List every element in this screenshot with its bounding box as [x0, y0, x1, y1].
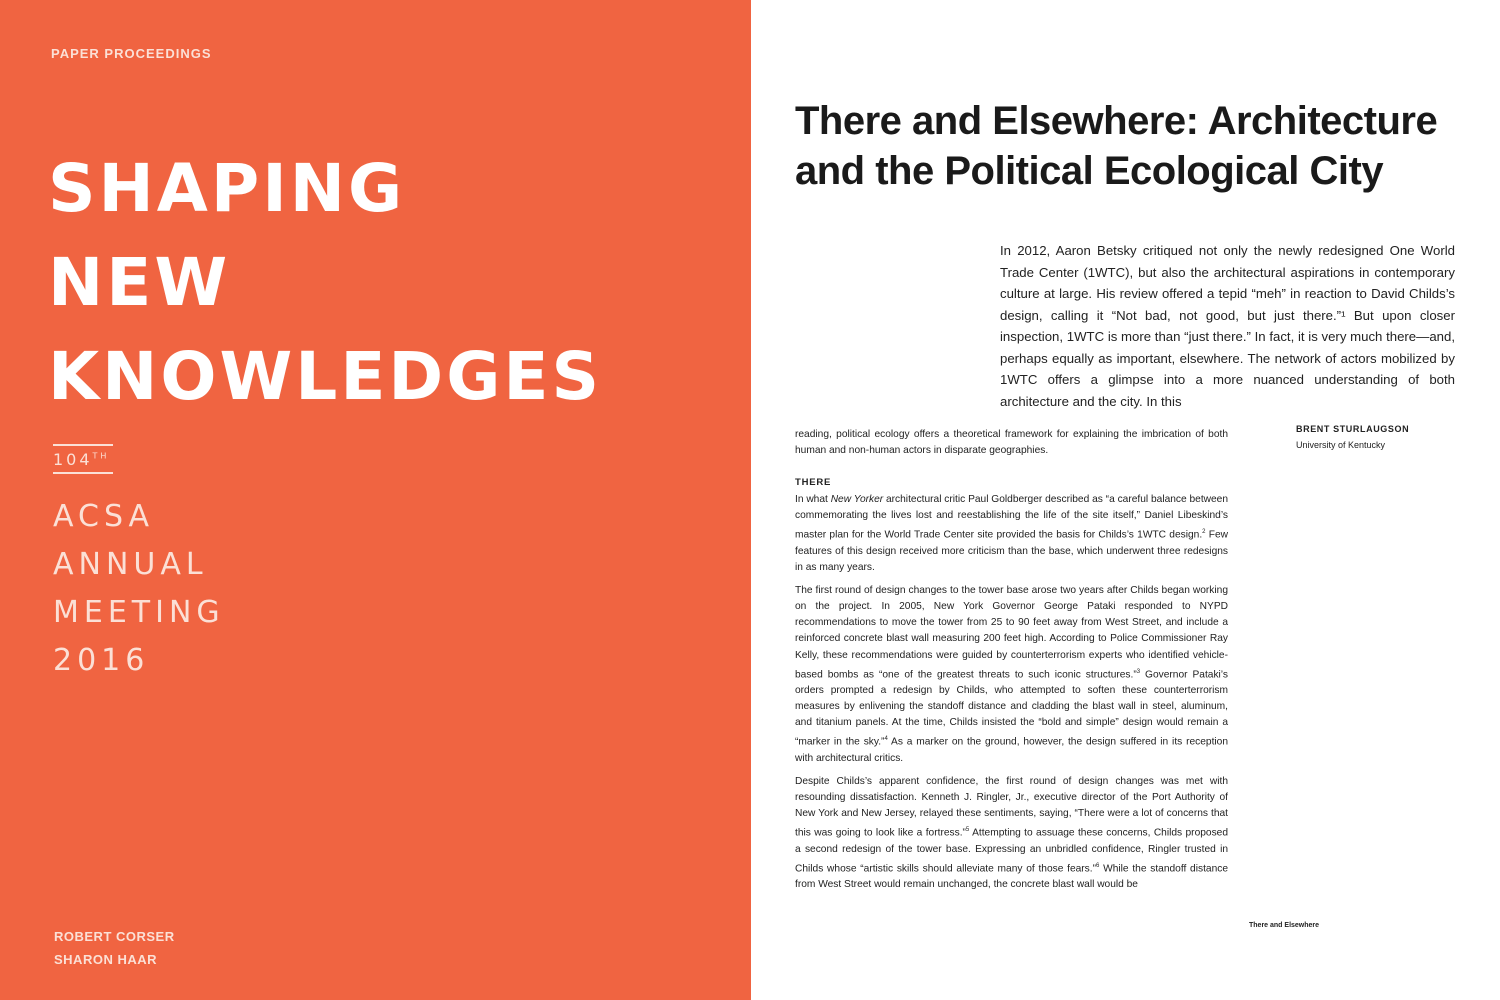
editors	[54, 925, 175, 971]
article-title	[795, 96, 1475, 196]
article-title-line: There and Elsewhere: Architecture	[795, 99, 1438, 143]
meeting-title	[53, 493, 225, 685]
body-paragraph	[795, 583, 1228, 767]
editor-name: ROBERT CORSER	[54, 929, 175, 944]
footnote-ref: 2	[1202, 529, 1206, 536]
magazine-name: New Yorker	[830, 494, 884, 506]
footnote-ref: 4	[884, 736, 888, 743]
text-run: Governor Pataki’s orders prompted a redesign by Childs, who attempted to soften these counterterrorism measures by enlivening the standoff distance and cladding the blast wall in steel, aluminum, and titanium panels. At the time, Childs insisted the “bold and simple” design would remain a “marker in the sky.”	[795, 669, 1228, 748]
text-run: Despite Childs’s apparent confidence, the first round of design changes was met with resounding dissatisfaction. Kenneth J. Ringler, Jr., executive director of the Port Authority of New York and New Jersey, relayed these sentiments, saying, “There were a lot of concerns that this was going to look like a fortress.”	[795, 775, 1228, 839]
text-run: architectural critic Paul Goldberger described as “a careful balance between commemorating the lives lost and reestablishing the life of the site itself,” Daniel Libeskind’s master plan for the World Trade Center site provided the basis for Childs’s 1WTC design.	[795, 494, 1229, 541]
text-run: While the standoff distance from West Street would remain unchanged, the concrete blast wall would be	[795, 863, 1229, 891]
text-run: In what	[795, 494, 831, 506]
cover-title	[48, 142, 602, 424]
text-run: Attempting to assuage these concerns, Childs proposed a second redesign of the tower base. Expressing an unbridled confidence, Ringler trusted in Childs whose “artistic skills should alleviate many of those fears.”	[795, 827, 1228, 875]
body-paragraph	[795, 774, 1228, 893]
body-paragraph	[795, 492, 1228, 576]
edition-number	[53, 444, 113, 474]
running-footer: There and Elsewhere	[1249, 922, 1320, 929]
footnote-ref: 5	[965, 827, 970, 834]
meeting-line: 2016	[53, 643, 150, 678]
meeting-line: MEETING	[53, 595, 225, 630]
editor-name: SHARON HAAR	[54, 952, 157, 967]
text-run: As a marker on the ground, however, the design suffered in its reception with architectural critics.	[795, 736, 1228, 764]
cover-title-line: NEW	[48, 244, 231, 321]
footnote-ref: 6	[1096, 862, 1100, 869]
edition-suffix: TH	[92, 451, 110, 461]
author-affiliation: University of Kentucky	[1296, 440, 1386, 450]
meeting-line: ANNUAL	[53, 547, 208, 582]
article-title-line: and the Political Ecological City	[795, 149, 1384, 193]
text-run: The first round of design changes to the tower base arose two years after Childs began working on the project. In 2005, New York Governor George Pataki responded to NYPD recommendations to move the tower from 25 to 90 feet away from West Street, and include a reinforced concrete blast wall measuring 200 feet high. According to Police Commissioner Ray Kelly, these recommendations were guided by counterterrorism experts who identified vehicle-based bombs as “one of the greatest threats to such iconic structures.”	[795, 585, 1228, 680]
footnote-ref: 3	[1136, 668, 1141, 675]
text-run: Few features of this design received more criticism than the base, which underwent three redesigns in as many years.	[795, 529, 1229, 574]
edition-value: 104	[53, 450, 93, 469]
article-page	[751, 0, 1500, 1000]
author-name: BRENT STURLAUGSON	[1296, 424, 1410, 434]
proceedings-label: PAPER PROCEEDINGS	[51, 46, 212, 61]
lead-paragraph: In 2012, Aaron Betsky critiqued not only the newly redesigned One World Trade Center (1WTC), but also the architectural aspirations in contemporary culture at large. His review offered a tepid “meh” in reaction to David Childs’s design, calling it “Not bad, not good, but just there.”¹ But upon closer inspection, 1WTC is more than “just there.” In fact, it is very much there—and, perhaps equally as important, elsewhere. The network of actors mobilized by 1WTC offers a glimpse into a more nuanced understanding of both architecture and the city. In this	[1000, 243, 1455, 409]
meeting-line: ACSA	[53, 499, 155, 534]
cover-title-line: KNOWLEDGES	[48, 338, 603, 415]
intro-continuation: reading, political ecology offers a theoretical framework for explaining the imbrication of both human and non-human actors in disparate geographies.	[795, 429, 1228, 457]
section-heading: THERE	[795, 477, 832, 489]
cover-title-line: SHAPING	[48, 150, 406, 227]
article-body	[795, 427, 1228, 900]
author-block	[1296, 421, 1409, 453]
